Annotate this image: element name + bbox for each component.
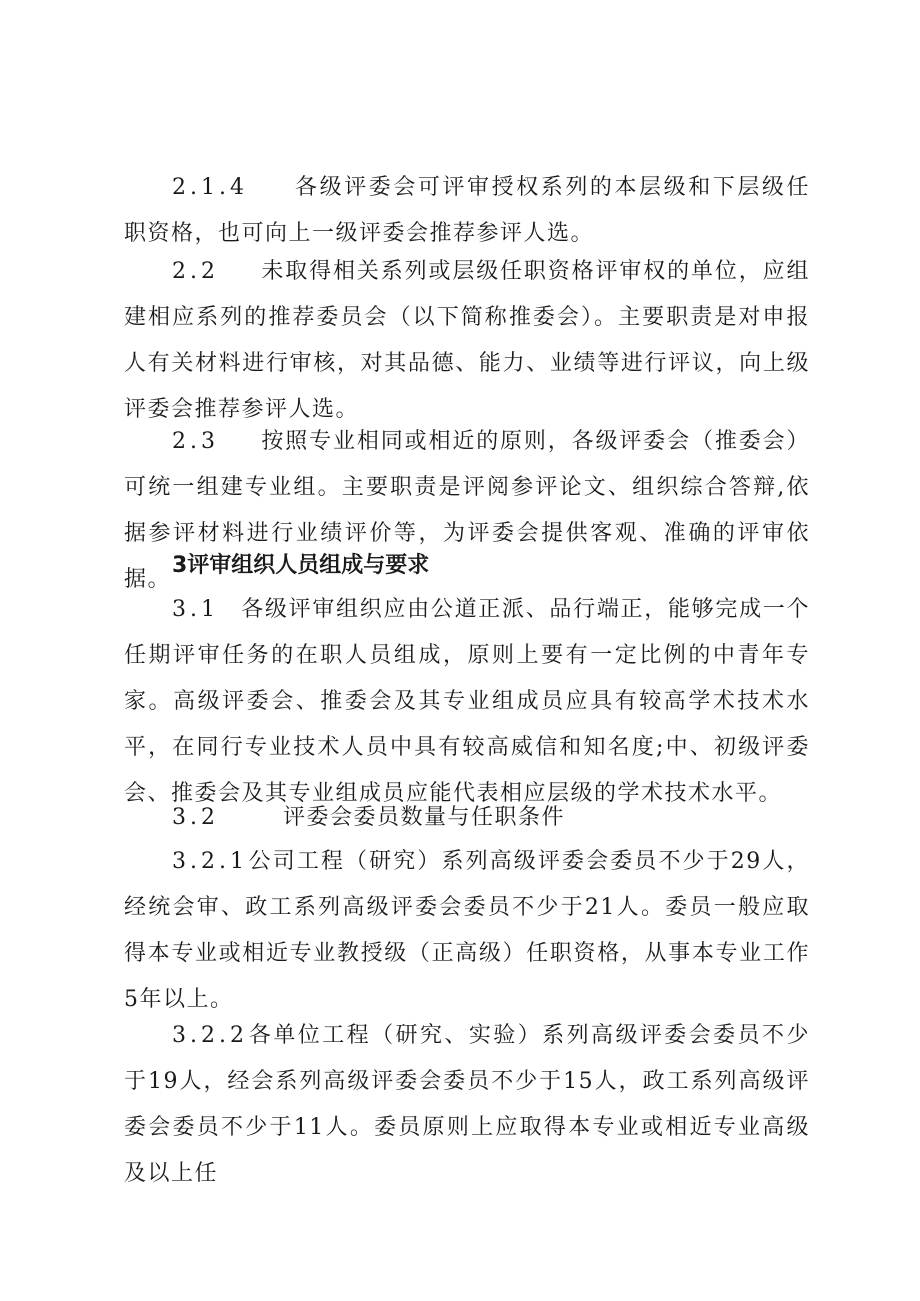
paragraph-3-1 [124,587,810,817]
clause-number: 2.2 [172,259,219,284]
paragraph-2-2 [124,249,810,433]
paragraph-3-2 [124,795,810,841]
clause-text: 评委会委员数量与任职条件 [283,805,566,830]
clause-text: 各单位工程（研究、实验）系列高级评委会委员不少于19人，经会系列高级评委会委员不少于15人，政工系列高级评委会委员不少于11人。委员原则上应取得本专业或相近专业高级及以上任 [124,1023,810,1186]
clause-text: 未取得相关系列或层级任职资格评审权的单位，应组建相应系列的推荐委员会（以下简称推委会）。主要职责是对申报人有关材料进行审核，对其品德、能力、业绩等进行评议，向上级评委会推荐参评人选。 [124,259,810,422]
paragraph-2-1-4 [124,165,810,257]
clause-number: 3.2.2 [172,1023,248,1048]
clause-number: 2.3 [172,429,219,454]
clause-text: 公司工程（研究）系列高级评委会委员不少于29人，经统会审、政工系列高级评委会委员不少于21人。委员一般应取得本专业或相近专业教授级（正高级）任职资格，从事本专业工作5年以上。 [124,849,810,1012]
paragraph-3-2-1 [124,839,810,1023]
clause-number: 3.2.1 [172,849,248,874]
paragraph-3-2-2 [124,1013,810,1197]
clause-text: 按照专业相同或相近的原则，各级评委会（推委会）可统一组建专业组。主要职责是评阅参评论文、组织综合答辩,依据参评材料进行业绩评价等，为评委会提供客观、准确的评审依据。 [124,429,810,592]
section-heading: 3评审组织人员组成与要求 [172,553,430,578]
clause-number: 3.2 [172,805,219,830]
clause-text: 各级评审组织应由公道正派、品行端正，能够完成一个任期评审任务的在职人员组成，原则上要有一定比例的中青年专家。高级评委会、推委会及其专业组成员应具有较高学术技术水平，在同行专业技术人员中具有较高威信和知名度;中、初级评委会、推委会及其专业组成员应能代表相应层级的学术技术水平。 [124,597,810,806]
clause-number: 3.1 [172,597,219,622]
clause-text: 各级评委会可评审授权系列的本层级和下层级任职资格，也可向上一级评委会推荐参评人选。 [124,175,810,246]
clause-number: 2.1.4 [172,175,248,200]
